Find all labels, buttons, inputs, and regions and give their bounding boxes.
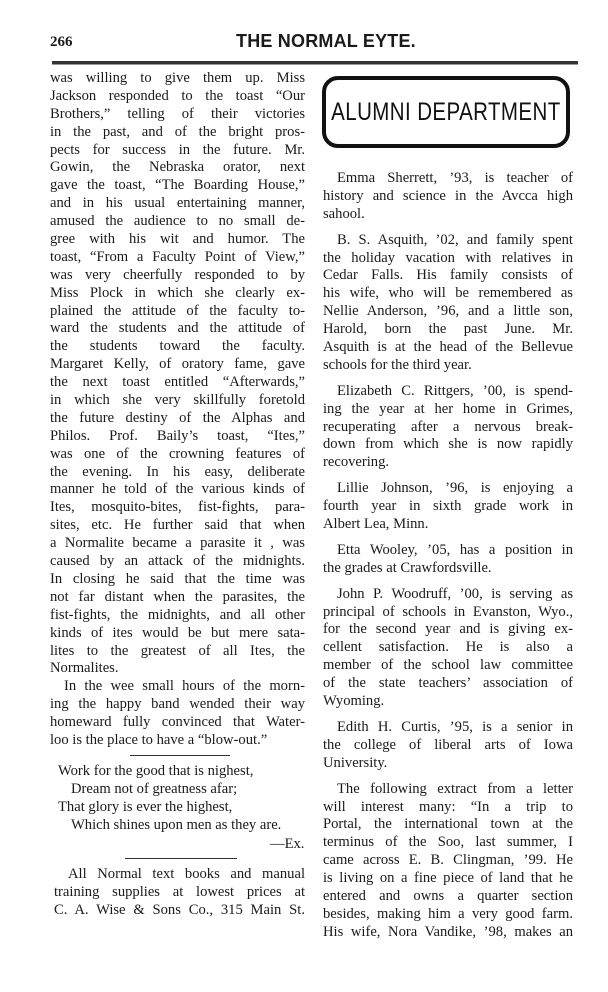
text-line: lites to the greatest of all Ites, the <box>50 642 305 659</box>
section-divider <box>130 755 230 756</box>
text-line: Jackson responded to the toast “Our <box>50 87 305 104</box>
text-line: toast, “From a Faculty Point of View,” <box>50 248 305 265</box>
ad-line: C. A. Wise & Sons Co., 315 Main St. <box>54 901 305 918</box>
text-line: is living on a fine piece of land that he <box>323 870 573 887</box>
paragraph <box>323 383 573 472</box>
text-line: the students toward the faculty. <box>50 338 305 355</box>
text-line: terminus of the Soo, last summer, I <box>323 834 573 851</box>
text-line: plained the attitude of the faculty to- <box>50 302 305 319</box>
text-line: his wife, who will be remembered as <box>323 285 573 302</box>
text-line: caused by an attack of the midnights. <box>50 553 305 570</box>
text-line: Brothers,” telling of their victories <box>50 105 305 122</box>
text-line: Margaret Kelly, of oratory fame, gave <box>50 356 305 373</box>
text-line: Nellie Anderson, ’96, and a little son, <box>323 303 573 320</box>
text-line: Wyoming. <box>323 693 385 710</box>
text-line: the holiday vacation with relatives in <box>323 249 573 266</box>
text-line: In closing he said that the time was <box>50 570 305 587</box>
text-line: ward the students and the attitude of <box>50 320 305 337</box>
text-line: for the second year and is giving ex- <box>323 621 573 638</box>
text-line: recovering. <box>323 454 390 471</box>
text-line: of the state teachers’ association of <box>323 675 573 692</box>
text-line: sites, etc. He further said that when <box>50 517 305 534</box>
text-line: fist-fights, the midnights, and all other <box>50 606 305 623</box>
poem-line: Dream not of greatness afar; <box>71 781 238 797</box>
poem-line: Which shines upon men as they are. <box>71 817 282 833</box>
text-line: down from which she is now rapidly <box>323 436 573 453</box>
poem-line: That glory is ever the highest, <box>58 799 233 815</box>
text-line: manner he told of the various kinds of <box>50 481 305 498</box>
text-line: Harold, born the past June. Mr. <box>323 321 573 338</box>
text-line: B. S. Asquith, ’02, and family spent <box>337 231 573 248</box>
text-line: amused the audience to no small de- <box>50 213 305 230</box>
text-line: came across E. B. Clingman, ’99. He <box>323 852 573 869</box>
text-line: ing the year at her home in Grimes, <box>323 400 573 417</box>
text-line: recuperating after a nervous break- <box>323 418 573 435</box>
ad-line: All Normal text books and manual <box>68 866 305 882</box>
text-line: was very cheerfully responded to by <box>50 266 305 283</box>
paragraph <box>50 70 305 678</box>
text-line: gave the toast, “The Boarding House,” <box>50 177 305 194</box>
text-line: sahool. <box>323 205 365 222</box>
text-line: The following extract from a letter <box>337 780 573 797</box>
text-line: University. <box>323 754 388 771</box>
running-head-title: THE NORMAL EYTE. <box>236 31 416 51</box>
text-line: Gowin, the Nebraska orator, next <box>50 159 305 176</box>
text-line: the next toast entitled “Afterwards,” <box>50 374 305 391</box>
text-line: loo is the place to have a “blow-out.” <box>50 731 268 748</box>
text-line: In the wee small hours of the morn- <box>64 678 305 695</box>
text-line: pects for success in the future. Mr. <box>50 141 305 158</box>
text-line: was willing to give them up. Miss <box>50 70 305 86</box>
poem <box>58 762 305 834</box>
text-line: history and science in the Avcca high <box>323 187 573 204</box>
text-line: the grades at Crawfordsville. <box>323 559 492 576</box>
section-heading: ALUMNI DEPARTMENT <box>331 97 561 126</box>
text-line: His wife, Nora Vandike, ’98, makes an <box>323 923 573 940</box>
text-line: schools for the third year. <box>323 356 472 373</box>
poem-line: Work for the good that is nighest, <box>58 763 254 779</box>
text-line: Etta Wooley, ’05, has a position in <box>337 541 573 558</box>
text-line: Asquith is at the head of the Bellevue <box>323 339 573 356</box>
text-line: Edith H. Curtis, ’95, is a senior in <box>337 718 573 735</box>
text-line: in which she very skillfully foretold <box>50 392 305 409</box>
text-line: a Normalite became a parasite it , was <box>50 535 305 552</box>
advertisement <box>54 865 305 919</box>
text-line: fourth year in sixth grade work in <box>323 498 573 515</box>
paragraph <box>323 586 573 711</box>
text-line: not far distant when the parasites, the <box>50 588 305 605</box>
text-line: John P. Woodruff, ’00, is serving as <box>337 585 573 602</box>
text-line: Normalites. <box>50 660 119 677</box>
text-line: Lillie Johnson, ’96, is enjoying a <box>337 480 573 497</box>
text-line: member of the school law committee <box>323 657 573 674</box>
text-line: Philos. Prof. Baily’s toast, “Ites,” <box>50 427 305 444</box>
text-line: and in his usual entertaining manner, <box>50 195 305 212</box>
text-line: cellent satisfaction. He is also a <box>323 639 573 656</box>
text-line: Albert Lea, Minn. <box>323 516 429 533</box>
left-column <box>50 70 305 750</box>
paragraph <box>323 542 573 578</box>
header-rule <box>52 61 578 65</box>
paragraph <box>323 480 573 534</box>
text-line: the evening. In his easy, deliberate <box>50 463 305 480</box>
right-column <box>323 170 573 942</box>
text-line: Cedar Falls. His family consists of <box>323 267 573 284</box>
paragraph <box>323 232 573 375</box>
text-line: will interest many: “In a trip to <box>323 798 573 815</box>
text-line: besides, making him a very good farm. <box>323 905 573 922</box>
text-line: gree with his wit and humor. The <box>50 231 305 248</box>
paragraph <box>323 170 573 224</box>
text-line: in the past, and of the bright pros- <box>50 123 305 140</box>
text-line: was one of the crowning features of <box>50 445 305 462</box>
text-line: Miss Plock in which she clearly ex- <box>50 284 305 301</box>
text-line: principal of schools in Evanston, Wyo., <box>323 603 573 620</box>
text-line: Elizabeth C. Rittgers, ’00, is spend- <box>337 382 573 399</box>
section-divider <box>125 858 237 859</box>
text-line: homeward fully convinced that Water- <box>50 714 305 731</box>
text-line: kinds of ites would be but mere sata- <box>50 624 305 641</box>
text-line: the college of liberal arts of Iowa <box>323 736 573 753</box>
page-number: 266 <box>50 34 73 50</box>
text-line: ing the happy band wended their way <box>50 696 305 713</box>
paragraph <box>323 719 573 773</box>
ad-line: training supplies at lowest prices at <box>54 883 305 900</box>
text-line: the future destiny of the Alphas and <box>50 409 305 426</box>
paragraph <box>50 678 305 750</box>
paragraph <box>323 781 573 942</box>
text-line: Ites, mosquito-bites, fist-fights, para- <box>50 499 305 516</box>
poem-attribution: —Ex. <box>270 836 305 852</box>
text-line: Emma Sherrett, ’93, is teacher of <box>337 170 573 186</box>
text-line: Portal, the international town at the <box>323 816 573 833</box>
alumni-department-heading-box <box>322 76 570 148</box>
text-line: entered and owns a quarter section <box>323 887 573 904</box>
